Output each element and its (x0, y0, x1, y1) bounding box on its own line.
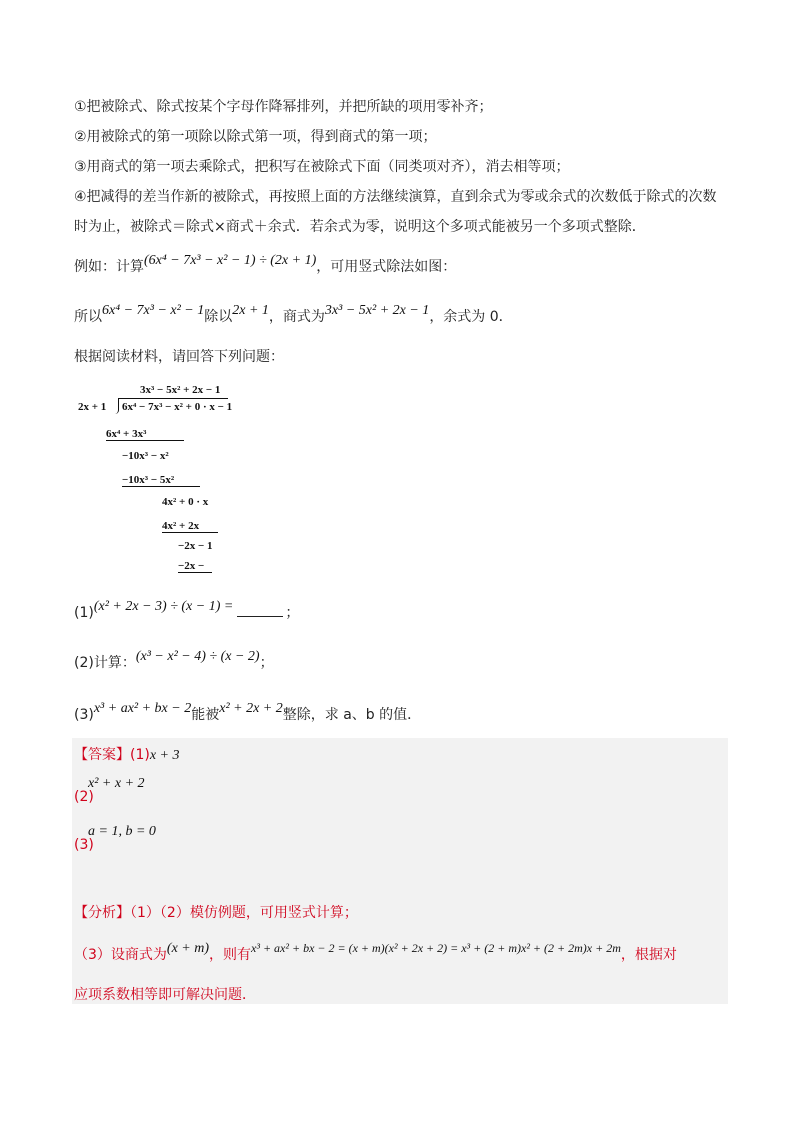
question-2 (74, 649, 274, 671)
ld-row-2: −10x³ − x² (122, 450, 169, 462)
q1-number: (1) (74, 605, 94, 621)
answer-2 (88, 776, 145, 791)
ld-quotient: 3x³ − 5x² + 2x − 1 (140, 384, 221, 396)
example-suffix: ，可用竖式除法如图： (316, 259, 457, 275)
answer-3-expr: a = 1, b = 0 (88, 824, 156, 839)
ld-row-6: −2x − 1 (178, 540, 213, 552)
analysis-expr-1: (x + m) (166, 941, 210, 956)
step-4: ④把减得的差当作新的被除式，再按照上面的方法继续演算，直到余式为零或余式的次数低于除式的次数 (74, 189, 717, 205)
answer-2-number: (2) (74, 789, 94, 805)
step-4-cont: 时为止，被除式＝除式×商式＋余式．若余式为零，说明这个多项式能被另一个多项式整除． (74, 219, 646, 235)
answer-line-1 (74, 748, 180, 763)
answer-label: 【答案】 (74, 747, 130, 763)
ld-row-3: −10x³ − 5x² (122, 474, 200, 487)
analysis-post: ，根据对 (620, 947, 677, 963)
analysis-text-1: （1）（2）模仿例题，可用竖式计算； (130, 905, 358, 921)
answer-1: x + 3 (149, 748, 180, 763)
q3-poly-2: x² + 2x + 2 (219, 701, 283, 716)
ld-dividend: 6x⁴ − 7x³ − x² + 0 · x − 1 (122, 401, 233, 413)
conclusion-word-1: 所以 (74, 309, 102, 325)
ld-bracket (114, 398, 119, 414)
step-1: ①把被除式、除式按某个字母作降幂排列，并把所缺的项用零补齐； (74, 99, 493, 115)
conclusion-dividend: 6x⁴ − 7x³ − x² − 1 (102, 303, 205, 318)
ld-row-4: 4x² + 0 · x (162, 496, 209, 508)
q2-number: (2)计算： (74, 655, 136, 671)
ld-divisor: 2x + 1 (78, 401, 107, 413)
long-division-figure (78, 380, 238, 580)
analysis-line-1 (74, 906, 358, 920)
analysis-expr-2: x³ + ax² + bx − 2 = (x + m)(x² + 2x + 2) = x³ + (2 + m)x² + (2 + 2m)x + 2m (251, 941, 621, 955)
question-1 (74, 599, 300, 621)
example-expr: (6x⁴ − 7x³ − x² − 1) ÷ (2x + 1) (144, 253, 317, 268)
conclusion-divisor: 2x + 1 (232, 303, 269, 318)
conclusion-quotient: 3x³ − 5x² + 2x − 1 (324, 303, 430, 318)
q1-tail: ； (285, 605, 300, 621)
question-3 (74, 701, 422, 723)
answer-1-number: (1) (130, 747, 150, 763)
conclusion-word-2: 除以 (204, 309, 233, 325)
answer-3 (88, 824, 156, 839)
answer-2-expr: x² + x + 2 (88, 776, 145, 791)
analysis-word: ，则有 (209, 947, 252, 963)
analysis-pre: （3）设商式为 (74, 947, 167, 963)
ld-row-7: −2x − (178, 560, 212, 573)
q2-expr: (x³ − x² − 4) ÷ (x − 2) (135, 649, 260, 664)
conclusion-word-3: ，商式为 (268, 309, 325, 325)
ld-row-1: 6x⁴ + 3x³ (106, 428, 184, 441)
example-prefix: 例如：计算 (74, 259, 144, 275)
analysis-label: 【分析】 (74, 905, 130, 921)
step-2: ②用被除式的第一项除以除式第一项，得到商式的第一项； (74, 129, 437, 145)
answer-3-number: (3) (74, 837, 94, 853)
analysis-line-3: 应项系数相等即可解决问题． (74, 987, 256, 1003)
q1-expr: (x² + 2x − 3) ÷ (x − 1) = (93, 599, 234, 614)
analysis-line-2 (74, 941, 677, 963)
ld-row-5: 4x² + 2x (162, 520, 218, 533)
conclusion-line (74, 303, 513, 325)
q2-tail: ； (259, 655, 274, 671)
example-line (74, 253, 457, 275)
q3-word-2: 整除，求 a、b 的值． (282, 707, 422, 723)
q3-word-1: 能被 (191, 707, 220, 723)
step-3: ③用商式的第一项去乘除式，把积写在被除式下面（同类项对齐），消去相等项； (74, 159, 570, 175)
answer-panel (72, 738, 728, 1004)
q1-blank[interactable] (237, 616, 283, 617)
q3-number: (3) (74, 707, 94, 723)
conclusion-word-4: ，余式为 0． (429, 309, 513, 325)
q3-poly-1: x³ + ax² + bx − 2 (93, 701, 192, 716)
reading-prompt: 根据阅读材料，请回答下列问题： (74, 349, 284, 365)
ld-bar (118, 398, 228, 399)
